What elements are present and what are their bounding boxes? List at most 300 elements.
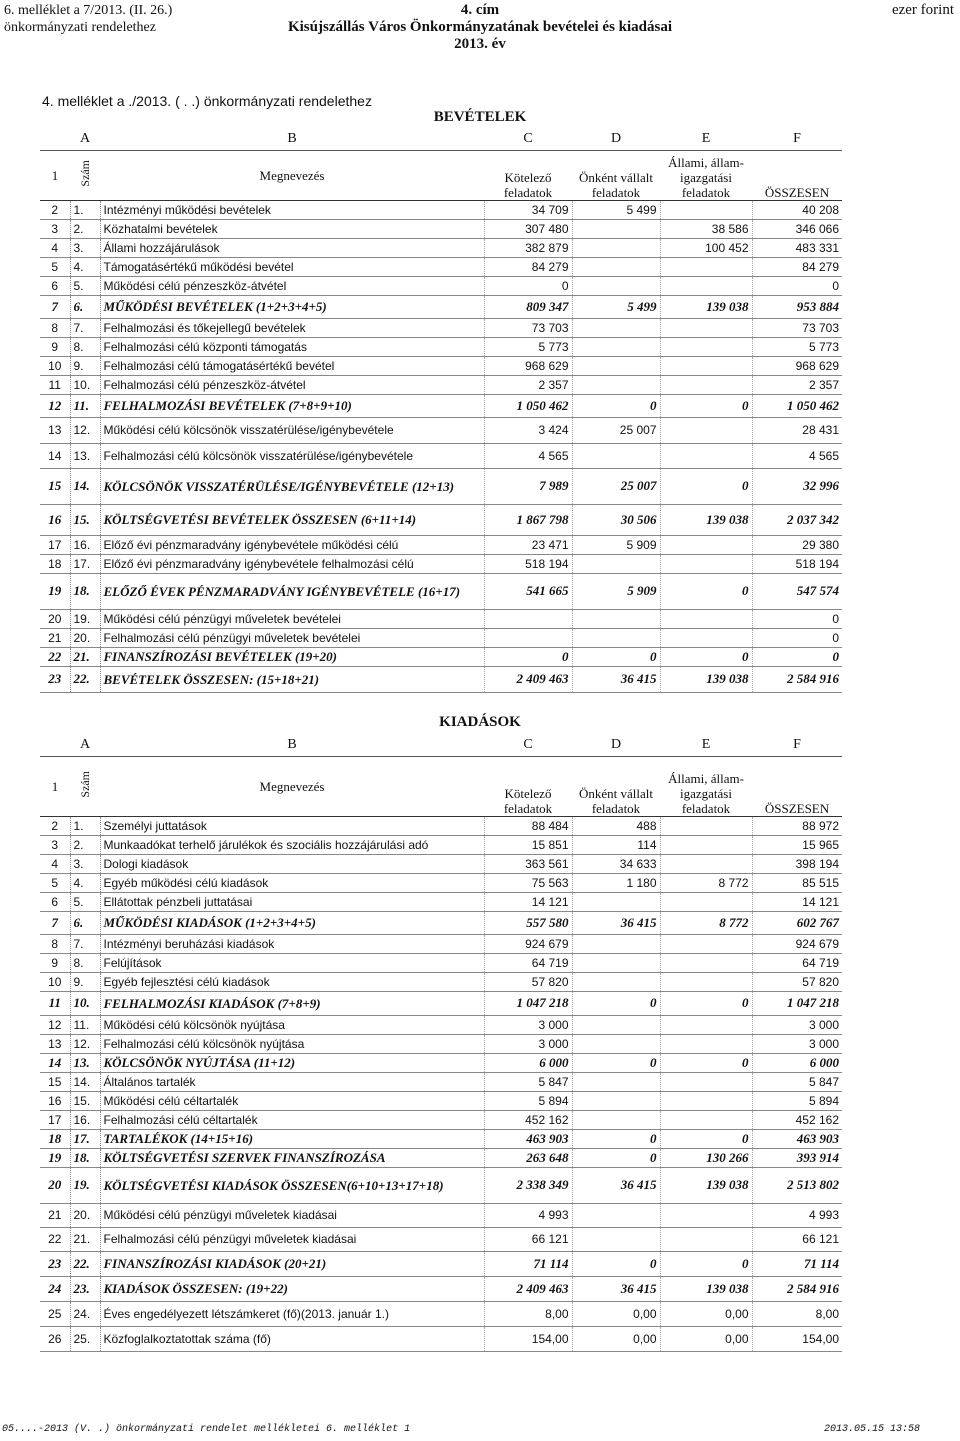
value-kotelezo: 7 989 — [484, 468, 572, 504]
row-number: 5 — [40, 873, 70, 892]
value-osszesen: 518 194 — [752, 554, 842, 573]
item-number: 15. — [70, 1091, 100, 1110]
value-kotelezo: 382 879 — [484, 238, 572, 257]
item-number: 16. — [70, 535, 100, 554]
value-osszesen: 0 — [752, 628, 842, 647]
row-number: 25 — [40, 1301, 70, 1326]
item-number: 18. — [70, 1148, 100, 1167]
table-row — [40, 219, 842, 238]
row-number: 23 — [40, 1251, 70, 1276]
row-number: 22 — [40, 1227, 70, 1251]
item-number: 18. — [70, 573, 100, 609]
value-kotelezo: 5 847 — [484, 1072, 572, 1091]
value-allami: 130 266 — [660, 1148, 752, 1167]
szam-label: Szám — [77, 771, 92, 798]
value-allami: 0 — [660, 468, 752, 504]
value-onkent: 0 — [572, 1148, 660, 1167]
row-number: 2 — [40, 200, 70, 219]
item-name: Működési célú kölcsönök nyújtása — [100, 1015, 484, 1034]
value-osszesen: 0 — [752, 609, 842, 628]
value-onkent: 0,00 — [572, 1301, 660, 1326]
value-allami: 0 — [660, 1129, 752, 1148]
table-row — [40, 816, 842, 835]
column-header-row — [40, 150, 842, 200]
row-number: 15 — [40, 1072, 70, 1091]
value-onkent — [572, 972, 660, 991]
row-number: 4 — [40, 238, 70, 257]
item-name: Felhalmozási célú támogatásértékű bevétel — [100, 356, 484, 375]
row-number: 3 — [40, 835, 70, 854]
table-row — [40, 953, 842, 972]
value-kotelezo: 363 561 — [484, 854, 572, 873]
item-number: 4. — [70, 257, 100, 276]
value-osszesen: 66 121 — [752, 1227, 842, 1251]
value-allami — [660, 356, 752, 375]
item-name: Személyi juttatások — [100, 816, 484, 835]
item-name: TARTALÉKOK (14+15+16) — [100, 1129, 484, 1148]
value-onkent — [572, 276, 660, 295]
value-osszesen: 14 121 — [752, 892, 842, 911]
value-kotelezo: 1 050 462 — [484, 394, 572, 417]
col-letter-e: E — [660, 128, 752, 150]
value-kotelezo: 57 820 — [484, 972, 572, 991]
value-osszesen: 6 000 — [752, 1053, 842, 1072]
value-onkent — [572, 1227, 660, 1251]
row-number: 12 — [40, 394, 70, 417]
value-onkent: 36 415 — [572, 666, 660, 692]
value-onkent — [572, 892, 660, 911]
value-osszesen: 1 047 218 — [752, 991, 842, 1015]
table-row — [40, 1326, 842, 1351]
item-number: 10. — [70, 375, 100, 394]
col-letter-e: E — [660, 734, 752, 756]
table-row — [40, 972, 842, 991]
value-kotelezo: 84 279 — [484, 257, 572, 276]
row-number: 2 — [40, 816, 70, 835]
value-onkent: 114 — [572, 835, 660, 854]
table-row — [40, 504, 842, 535]
table-row — [40, 318, 842, 337]
col-letter-a: A — [70, 734, 100, 756]
table-row — [40, 911, 842, 934]
value-allami — [660, 1034, 752, 1053]
table-row — [40, 609, 842, 628]
value-osszesen: 71 114 — [752, 1251, 842, 1276]
value-kotelezo: 71 114 — [484, 1251, 572, 1276]
value-allami: 0 — [660, 394, 752, 417]
value-osszesen: 28 431 — [752, 417, 842, 443]
table-row — [40, 200, 842, 219]
table-row — [40, 991, 842, 1015]
value-osszesen: 0 — [752, 647, 842, 666]
table-row — [40, 535, 842, 554]
table-row — [40, 1072, 842, 1091]
table-row — [40, 1301, 842, 1326]
item-number: 8. — [70, 953, 100, 972]
value-allami — [660, 628, 752, 647]
row-number: 4 — [40, 854, 70, 873]
value-kotelezo — [484, 609, 572, 628]
item-number: 19. — [70, 609, 100, 628]
value-kotelezo: 452 162 — [484, 1110, 572, 1129]
revenue-table — [40, 128, 842, 693]
item-name: KÖLTSÉGVETÉSI KIADÁSOK ÖSSZESEN(6+10+13+17+18) — [100, 1167, 484, 1203]
table-row — [40, 1148, 842, 1167]
row-number: 6 — [40, 892, 70, 911]
value-onkent — [572, 628, 660, 647]
value-kotelezo: 73 703 — [484, 318, 572, 337]
value-osszesen: 5 847 — [752, 1072, 842, 1091]
row-number: 19 — [40, 573, 70, 609]
value-allami — [660, 535, 752, 554]
table-row — [40, 1227, 842, 1251]
item-number: 5. — [70, 892, 100, 911]
value-kotelezo: 23 471 — [484, 535, 572, 554]
value-kotelezo: 6 000 — [484, 1053, 572, 1072]
value-onkent — [572, 934, 660, 953]
value-onkent — [572, 318, 660, 337]
item-name: Felhalmozási célú kölcsönök nyújtása — [100, 1034, 484, 1053]
item-number: 14. — [70, 1072, 100, 1091]
value-onkent: 0,00 — [572, 1326, 660, 1351]
value-allami — [660, 1091, 752, 1110]
header-szam — [70, 150, 100, 200]
row-number: 15 — [40, 468, 70, 504]
item-number: 8. — [70, 337, 100, 356]
value-kotelezo: 3 424 — [484, 417, 572, 443]
item-number: 16. — [70, 1110, 100, 1129]
section-title-kiadasok: KIADÁSOK — [439, 714, 521, 730]
value-kotelezo: 5 894 — [484, 1091, 572, 1110]
value-osszesen: 5 773 — [752, 337, 842, 356]
value-allami — [660, 972, 752, 991]
value-osszesen: 73 703 — [752, 318, 842, 337]
col-letter-d: D — [572, 734, 660, 756]
value-osszesen: 463 903 — [752, 1129, 842, 1148]
reference-line: 4. melléklet a ./2013. ( . .) önkormányzati rendelethez — [42, 93, 372, 109]
table-row — [40, 854, 842, 873]
value-onkent — [572, 554, 660, 573]
value-kotelezo: 557 580 — [484, 911, 572, 934]
value-osszesen: 29 380 — [752, 535, 842, 554]
table-row — [40, 337, 842, 356]
value-onkent — [572, 1091, 660, 1110]
value-osszesen: 602 767 — [752, 911, 842, 934]
value-allami — [660, 1203, 752, 1227]
item-name: KIADÁSOK ÖSSZESEN: (19+22) — [100, 1276, 484, 1301]
item-name: Támogatásértékű működési bevétel — [100, 257, 484, 276]
row-number: 19 — [40, 1148, 70, 1167]
item-name: KÖLTSÉGVETÉSI BEVÉTELEK ÖSSZESEN (6+11+14) — [100, 504, 484, 535]
table-row — [40, 1110, 842, 1129]
value-allami — [660, 854, 752, 873]
row-number: 17 — [40, 535, 70, 554]
value-onkent: 36 415 — [572, 1276, 660, 1301]
value-onkent: 0 — [572, 1251, 660, 1276]
item-number: 20. — [70, 1203, 100, 1227]
item-number: 15. — [70, 504, 100, 535]
item-number: 10. — [70, 991, 100, 1015]
item-number: 20. — [70, 628, 100, 647]
item-number: 17. — [70, 1129, 100, 1148]
table-row — [40, 666, 842, 692]
footer-timestamp: 2013.05.15 13:58 — [823, 1424, 920, 1435]
table-row — [40, 468, 842, 504]
value-allami: 100 452 — [660, 238, 752, 257]
value-allami — [660, 1227, 752, 1251]
item-name: Intézményi működési bevételek — [100, 200, 484, 219]
footer-left: 05....-2013 (V. .) önkormányzati rendelet mellékletei 6. melléklet 1 — [2, 1424, 411, 1435]
value-osszesen: 5 894 — [752, 1091, 842, 1110]
row-number: 21 — [40, 1203, 70, 1227]
value-allami: 0,00 — [660, 1326, 752, 1351]
value-allami — [660, 200, 752, 219]
value-osszesen: 3 000 — [752, 1034, 842, 1053]
col-letter-f: F — [752, 128, 842, 150]
header-osszesen: ÖSSZESEN — [752, 756, 842, 816]
value-allami — [660, 443, 752, 468]
value-kotelezo: 14 121 — [484, 892, 572, 911]
value-onkent — [572, 1072, 660, 1091]
value-onkent: 0 — [572, 1129, 660, 1148]
item-number: 7. — [70, 318, 100, 337]
table-row — [40, 554, 842, 573]
unit-label: ezer forint — [891, 2, 954, 18]
value-allami — [660, 318, 752, 337]
col-letter-f: F — [752, 734, 842, 756]
value-onkent: 5 909 — [572, 573, 660, 609]
value-kotelezo: 34 709 — [484, 200, 572, 219]
row-number: 9 — [40, 337, 70, 356]
row-number: 16 — [40, 504, 70, 535]
col-letter-c: C — [484, 128, 572, 150]
item-name: Felhalmozási célú pénzügyi műveletek bevételei — [100, 628, 484, 647]
value-onkent: 5 499 — [572, 200, 660, 219]
item-number: 3. — [70, 238, 100, 257]
value-onkent: 36 415 — [572, 1167, 660, 1203]
item-name: BEVÉTELEK ÖSSZESEN: (15+18+21) — [100, 666, 484, 692]
annex-ref: 6. melléklet a 7/2013. (II. 26.) — [4, 3, 173, 18]
value-kotelezo: 924 679 — [484, 934, 572, 953]
value-osszesen: 2 584 916 — [752, 666, 842, 692]
value-allami — [660, 835, 752, 854]
chapter: 4. cím — [460, 2, 500, 18]
table-row — [40, 934, 842, 953]
item-number: 17. — [70, 554, 100, 573]
value-kotelezo: 75 563 — [484, 873, 572, 892]
value-allami: 0 — [660, 1053, 752, 1072]
col-letter-c: C — [484, 734, 572, 756]
value-kotelezo: 0 — [484, 647, 572, 666]
item-name: Működési célú kölcsönök visszatérülése/igénybevétele — [100, 417, 484, 443]
value-onkent: 488 — [572, 816, 660, 835]
value-osszesen: 85 515 — [752, 873, 842, 892]
item-name: FINANSZÍROZÁSI KIADÁSOK (20+21) — [100, 1251, 484, 1276]
item-name: Előző évi pénzmaradvány igénybevétele felhalmozási célú — [100, 554, 484, 573]
value-kotelezo: 1 047 218 — [484, 991, 572, 1015]
value-allami: 0 — [660, 1251, 752, 1276]
value-onkent — [572, 257, 660, 276]
header-szam — [70, 756, 100, 816]
value-onkent — [572, 953, 660, 972]
value-allami: 8 772 — [660, 911, 752, 934]
item-name: Felhalmozási és tőkejellegű bevételek — [100, 318, 484, 337]
item-number: 6. — [70, 295, 100, 318]
item-number: 9. — [70, 972, 100, 991]
value-osszesen: 57 820 — [752, 972, 842, 991]
item-name: Felhalmozási célú központi támogatás — [100, 337, 484, 356]
value-allami: 139 038 — [660, 504, 752, 535]
value-onkent: 34 633 — [572, 854, 660, 873]
value-kotelezo — [484, 628, 572, 647]
value-kotelezo: 2 338 349 — [484, 1167, 572, 1203]
value-onkent — [572, 375, 660, 394]
header-allami: Állami, állam-igazgatási feladatok — [660, 756, 752, 816]
value-onkent — [572, 443, 660, 468]
row-number: 10 — [40, 972, 70, 991]
value-osszesen: 953 884 — [752, 295, 842, 318]
value-osszesen: 2 513 802 — [752, 1167, 842, 1203]
item-name: Közhatalmi bevételek — [100, 219, 484, 238]
item-name: MŰKÖDÉSI BEVÉTELEK (1+2+3+4+5) — [100, 295, 484, 318]
row-number: 12 — [40, 1015, 70, 1034]
item-name: KÖLTSÉGVETÉSI SZERVEK FINANSZÍROZÁSA — [100, 1148, 484, 1167]
col-letter-b: B — [100, 128, 484, 150]
item-name: Éves engedélyezett létszámkeret (fő)(2013. január 1.) — [100, 1301, 484, 1326]
value-allami — [660, 1110, 752, 1129]
column-letters-row — [40, 734, 842, 756]
table-row — [40, 238, 842, 257]
value-osszesen: 3 000 — [752, 1015, 842, 1034]
value-kotelezo: 263 648 — [484, 1148, 572, 1167]
value-osszesen: 2 037 342 — [752, 504, 842, 535]
value-allami — [660, 554, 752, 573]
value-onkent: 5 909 — [572, 535, 660, 554]
value-onkent: 1 180 — [572, 873, 660, 892]
value-osszesen: 4 565 — [752, 443, 842, 468]
row-number: 3 — [40, 219, 70, 238]
value-allami: 139 038 — [660, 1276, 752, 1301]
item-name: Felhalmozási célú kölcsönök visszatérülése/igénybevétele — [100, 443, 484, 468]
value-onkent — [572, 1110, 660, 1129]
table-row — [40, 1015, 842, 1034]
table-row — [40, 276, 842, 295]
item-number: 11. — [70, 1015, 100, 1034]
value-kotelezo: 2 409 463 — [484, 1276, 572, 1301]
value-kotelezo: 2 409 463 — [484, 666, 572, 692]
row-number: 20 — [40, 1167, 70, 1203]
value-osszesen: 64 719 — [752, 953, 842, 972]
value-allami — [660, 375, 752, 394]
table-row — [40, 295, 842, 318]
item-number: 6. — [70, 911, 100, 934]
document-title: Kisújszállás Város Önkormányzatának bevételei és kiadásai — [287, 19, 673, 35]
value-osszesen: 547 574 — [752, 573, 842, 609]
section-title-bevetelek: BEVÉTELEK — [433, 109, 527, 125]
table-row — [40, 1167, 842, 1203]
row-number: 21 — [40, 628, 70, 647]
value-osszesen: 2 357 — [752, 375, 842, 394]
value-kotelezo: 64 719 — [484, 953, 572, 972]
header-left — [4, 2, 172, 36]
value-allami: 0 — [660, 573, 752, 609]
value-osszesen: 15 965 — [752, 835, 842, 854]
value-allami — [660, 417, 752, 443]
table-row — [40, 647, 842, 666]
header-onkent: Önként vállalt feladatok — [572, 756, 660, 816]
table-row — [40, 835, 842, 854]
value-osszesen: 154,00 — [752, 1326, 842, 1351]
row-number: 10 — [40, 356, 70, 375]
item-number: 13. — [70, 1053, 100, 1072]
col-letter-d: D — [572, 128, 660, 150]
row-number: 5 — [40, 257, 70, 276]
value-kotelezo: 5 773 — [484, 337, 572, 356]
table-row — [40, 443, 842, 468]
item-number: 24. — [70, 1301, 100, 1326]
table-row — [40, 1203, 842, 1227]
item-number: 21. — [70, 1227, 100, 1251]
item-name: Működési célú pénzeszköz-átvétel — [100, 276, 484, 295]
value-kotelezo: 2 357 — [484, 375, 572, 394]
item-name: Felhalmozási célú pénzeszköz-átvétel — [100, 375, 484, 394]
row-number: 18 — [40, 1129, 70, 1148]
value-osszesen: 40 208 — [752, 200, 842, 219]
row-number: 20 — [40, 609, 70, 628]
item-name: MŰKÖDÉSI KIADÁSOK (1+2+3+4+5) — [100, 911, 484, 934]
value-kotelezo: 307 480 — [484, 219, 572, 238]
value-osszesen: 483 331 — [752, 238, 842, 257]
col-spacer — [40, 734, 70, 756]
row-number: 11 — [40, 375, 70, 394]
item-number: 22. — [70, 666, 100, 692]
value-onkent: 0 — [572, 394, 660, 417]
row-number: 13 — [40, 417, 70, 443]
item-name: Dologi kiadások — [100, 854, 484, 873]
value-kotelezo: 3 000 — [484, 1034, 572, 1053]
value-kotelezo: 66 121 — [484, 1227, 572, 1251]
item-number: 19. — [70, 1167, 100, 1203]
table-row — [40, 417, 842, 443]
item-number: 2. — [70, 219, 100, 238]
value-onkent — [572, 337, 660, 356]
value-kotelezo: 0 — [484, 276, 572, 295]
table-row — [40, 1251, 842, 1276]
value-kotelezo: 8,00 — [484, 1301, 572, 1326]
value-allami — [660, 892, 752, 911]
value-onkent: 0 — [572, 1053, 660, 1072]
table-row — [40, 1091, 842, 1110]
table-row — [40, 257, 842, 276]
row-number: 14 — [40, 1053, 70, 1072]
value-allami: 139 038 — [660, 666, 752, 692]
szam-label: Szám — [77, 160, 92, 187]
value-allami — [660, 609, 752, 628]
item-number: 12. — [70, 417, 100, 443]
item-name: Működési célú pénzügyi műveletek bevételei — [100, 609, 484, 628]
value-allami — [660, 337, 752, 356]
item-number: 11. — [70, 394, 100, 417]
value-allami — [660, 276, 752, 295]
value-osszesen: 2 584 916 — [752, 1276, 842, 1301]
value-onkent — [572, 1034, 660, 1053]
table-row — [40, 628, 842, 647]
row-number: 8 — [40, 318, 70, 337]
row-number: 7 — [40, 295, 70, 318]
value-allami — [660, 1072, 752, 1091]
value-kotelezo: 518 194 — [484, 554, 572, 573]
value-osszesen: 0 — [752, 276, 842, 295]
